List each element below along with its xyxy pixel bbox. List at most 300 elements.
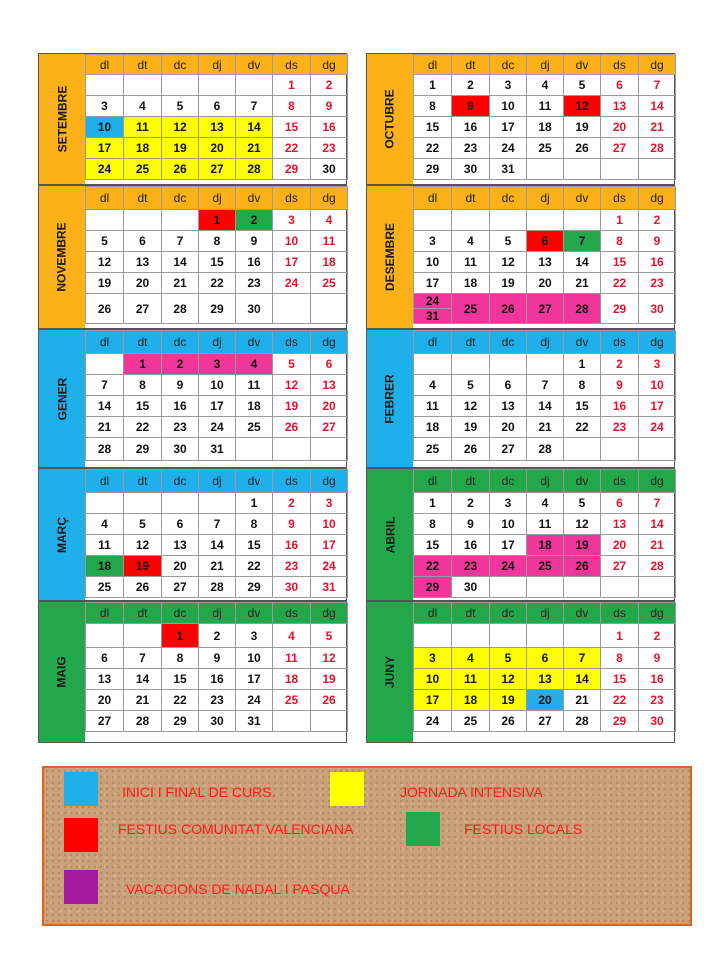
week-row	[414, 96, 676, 117]
month-name-band	[39, 186, 85, 328]
day-cell: 22	[564, 417, 601, 438]
week-row	[86, 210, 348, 231]
month-name-band	[367, 54, 413, 184]
day-cell: 19	[162, 138, 199, 159]
day-cell: 6	[601, 493, 639, 514]
day-cell: 27	[162, 577, 199, 598]
day-cell: 17	[490, 117, 527, 138]
day-cell: 18	[527, 117, 564, 138]
day-cell: 16	[639, 669, 676, 690]
day-cell: 2	[311, 75, 348, 96]
weekday-label: dj	[527, 470, 564, 493]
day-cell	[639, 159, 676, 180]
day-cell: 4	[452, 231, 490, 252]
day-cell: 21	[124, 690, 162, 711]
day-cell	[527, 210, 564, 231]
weekday-label: dl	[86, 55, 124, 75]
day-cell: 11	[527, 96, 564, 117]
week-row	[414, 669, 676, 690]
day-cell: 6	[86, 648, 124, 669]
day-cell: 19	[490, 273, 527, 294]
day-cell: 3	[490, 493, 527, 514]
weekday-label: dl	[86, 470, 124, 493]
day-cell: 30	[162, 438, 199, 461]
day-cell: 24	[414, 711, 452, 732]
week-row	[86, 294, 348, 324]
month-name-band	[39, 330, 85, 467]
day-cell	[86, 624, 124, 648]
month-name: SETEMBRE	[55, 85, 69, 153]
day-cell	[124, 493, 162, 514]
day-cell: 15	[414, 117, 452, 138]
day-cell: 7	[639, 75, 676, 96]
day-cell: 18	[86, 556, 124, 577]
week-row	[86, 75, 348, 96]
day-cell: 15	[414, 535, 452, 556]
day-cell: 10	[639, 375, 676, 396]
month-octubre	[366, 53, 675, 185]
month-setembre	[38, 53, 347, 185]
weekday-label: dc	[490, 187, 527, 210]
day-cell: 26	[564, 138, 601, 159]
day-cell: 31	[199, 438, 236, 461]
weekday-label: dt	[452, 603, 490, 624]
day-cell: 29	[414, 159, 452, 180]
day-cell: 15	[273, 117, 311, 138]
day-cell: 2	[601, 354, 639, 375]
day-cell: 1	[162, 624, 199, 648]
week-row	[414, 75, 676, 96]
day-cell: 6	[124, 231, 162, 252]
month-febrer	[366, 329, 675, 468]
day-cell: 4	[86, 514, 124, 535]
day-cell: 4	[414, 375, 452, 396]
day-cell: 22	[601, 273, 639, 294]
day-cell: 4	[527, 75, 564, 96]
weekday-label: dt	[452, 331, 490, 354]
day-cell: 29	[162, 711, 199, 732]
day-cell: 5	[490, 648, 527, 669]
day-cell	[490, 354, 527, 375]
day-cell: 6	[162, 514, 199, 535]
week-row	[414, 138, 676, 159]
week-row	[414, 375, 676, 396]
weekday-label: ds	[273, 470, 311, 493]
legend-label-regional-holidays: FESTIUS COMUNITAT VALENCIANA	[118, 821, 354, 837]
day-cell: 7	[236, 96, 273, 117]
day-cell: 1	[601, 210, 639, 231]
day-cell: 10	[414, 252, 452, 273]
day-cell	[564, 438, 601, 461]
day-cell: 10	[199, 375, 236, 396]
day-cell: 23	[311, 138, 348, 159]
day-cell: 23	[639, 273, 676, 294]
day-cell: 16	[601, 396, 639, 417]
day-cell: 7	[162, 231, 199, 252]
day-cell	[490, 624, 527, 648]
day-cell: 7	[564, 231, 601, 252]
day-cell: 27	[490, 438, 527, 461]
day-cell: 13	[199, 117, 236, 138]
weekday-label: dv	[236, 55, 273, 75]
day-cell: 4	[236, 354, 273, 375]
day-cell	[414, 294, 452, 324]
weekday-label: dl	[414, 603, 452, 624]
day-cell: 28	[639, 556, 676, 577]
day-cell: 20	[199, 138, 236, 159]
day-cell: 7	[639, 493, 676, 514]
day-cell: 13	[162, 535, 199, 556]
day-cell: 17	[236, 669, 273, 690]
day-cell	[452, 210, 490, 231]
legend-label-holidays: VACACIONS DE NADAL I PASQUA	[126, 881, 350, 897]
day-cell: 17	[414, 690, 452, 711]
day-cell: 1	[273, 75, 311, 96]
day-cell: 17	[199, 396, 236, 417]
day-cell: 1	[414, 75, 452, 96]
day-cell: 29	[414, 577, 452, 598]
day-cell: 10	[236, 648, 273, 669]
month-grid	[85, 330, 348, 461]
weekday-label: ds	[273, 55, 311, 75]
day-cell	[414, 210, 452, 231]
day-cell: 11	[124, 117, 162, 138]
day-cell	[414, 624, 452, 648]
day-cell	[236, 438, 273, 461]
day-cell: 30	[311, 159, 348, 180]
week-row	[86, 669, 348, 690]
weekday-label: ds	[273, 187, 311, 210]
day-cell: 31	[311, 577, 348, 598]
weekday-label: dj	[527, 331, 564, 354]
day-cell: 20	[527, 273, 564, 294]
legend-swatch-green	[406, 812, 440, 846]
day-cell	[527, 159, 564, 180]
day-cell	[452, 624, 490, 648]
weekday-label: dl	[414, 55, 452, 75]
weekday-label: dg	[311, 603, 348, 624]
day-cell: 11	[527, 514, 564, 535]
day-cell	[564, 577, 601, 598]
day-cell: 25	[86, 577, 124, 598]
weekday-label: dv	[236, 187, 273, 210]
day-cell: 13	[527, 252, 564, 273]
weekday-label: dv	[564, 603, 601, 624]
day-cell: 8	[273, 96, 311, 117]
day-cell: 22	[236, 556, 273, 577]
day-cell: 12	[564, 514, 601, 535]
weekday-label: dg	[311, 187, 348, 210]
month-name-band	[367, 186, 413, 328]
day-cell: 18	[311, 252, 348, 273]
weekday-label: dc	[162, 470, 199, 493]
day-cell	[86, 210, 124, 231]
month-name-band	[367, 602, 413, 742]
day-cell: 29	[199, 294, 236, 324]
day-cell	[564, 159, 601, 180]
month-name: DESEMBRE	[383, 222, 398, 292]
legend-label-local-holidays: FESTIUS LOCALS	[464, 821, 583, 837]
day-cell: 14	[527, 396, 564, 417]
weekday-label: dc	[162, 187, 199, 210]
day-cell: 10	[86, 117, 124, 138]
day-cell: 9	[273, 514, 311, 535]
day-cell: 3	[639, 354, 676, 375]
month-name: MARÇ	[55, 516, 69, 553]
weekday-label: ds	[601, 55, 639, 75]
day-cell	[639, 438, 676, 461]
day-cell: 23	[601, 417, 639, 438]
day-cell: 27	[601, 138, 639, 159]
day-cell: 23	[273, 556, 311, 577]
day-cell: 13	[490, 396, 527, 417]
day-cell: 17	[311, 535, 348, 556]
weekday-label: ds	[601, 187, 639, 210]
day-cell: 23	[162, 417, 199, 438]
weekday-label: dv	[564, 55, 601, 75]
weekday-label: dj	[199, 470, 236, 493]
week-row	[414, 354, 676, 375]
day-cell: 11	[414, 396, 452, 417]
day-cell: 19	[311, 669, 348, 690]
legend-swatch-yellow	[330, 772, 364, 806]
day-cell	[527, 577, 564, 598]
day-cell: 10	[311, 514, 348, 535]
day-cell: 30	[452, 577, 490, 598]
month-grid	[413, 54, 676, 180]
day-cell: 27	[601, 556, 639, 577]
day-cell: 12	[452, 396, 490, 417]
day-cell	[236, 75, 273, 96]
day-cell: 19	[124, 556, 162, 577]
day-cell	[124, 210, 162, 231]
week-row	[86, 624, 348, 648]
day-cell: 28	[639, 138, 676, 159]
weekday-label: dj	[199, 603, 236, 624]
day-number: 31	[425, 309, 440, 323]
legend-swatch-purple	[64, 870, 98, 904]
day-cell: 9	[452, 514, 490, 535]
week-row	[414, 556, 676, 577]
day-cell: 1	[414, 493, 452, 514]
day-cell: 14	[199, 535, 236, 556]
week-row	[86, 535, 348, 556]
weekday-label: dj	[199, 331, 236, 354]
day-cell: 5	[124, 514, 162, 535]
day-cell: 9	[452, 96, 490, 117]
day-cell: 24	[86, 159, 124, 180]
week-row	[414, 294, 676, 324]
month-name: OCTUBRE	[383, 89, 397, 149]
day-cell: 25	[527, 556, 564, 577]
weekday-label: dl	[414, 331, 452, 354]
weekday-label: dj	[199, 187, 236, 210]
day-cell	[162, 210, 199, 231]
day-cell: 18	[124, 138, 162, 159]
day-cell: 5	[564, 75, 601, 96]
month-name-band	[39, 54, 85, 184]
day-cell: 23	[452, 556, 490, 577]
day-cell: 20	[601, 117, 639, 138]
weekday-label: dt	[452, 187, 490, 210]
day-cell: 18	[527, 535, 564, 556]
day-cell	[86, 493, 124, 514]
day-cell: 26	[124, 577, 162, 598]
day-cell: 16	[452, 117, 490, 138]
day-cell: 6	[527, 231, 564, 252]
day-cell: 19	[564, 117, 601, 138]
day-cell: 5	[490, 231, 527, 252]
day-cell	[527, 624, 564, 648]
day-cell: 12	[124, 535, 162, 556]
day-cell: 29	[273, 159, 311, 180]
day-cell: 16	[311, 117, 348, 138]
day-cell: 16	[199, 669, 236, 690]
day-cell: 28	[236, 159, 273, 180]
day-cell: 12	[564, 96, 601, 117]
day-cell: 12	[273, 375, 311, 396]
legend-swatch-red	[64, 818, 98, 852]
day-cell: 18	[414, 417, 452, 438]
day-cell: 30	[639, 294, 676, 324]
legend-label-intensive: JORNADA INTENSIVA	[400, 784, 543, 800]
day-cell: 12	[86, 252, 124, 273]
day-cell: 25	[527, 138, 564, 159]
week-row	[86, 690, 348, 711]
weekday-label: dg	[639, 55, 676, 75]
week-row	[86, 648, 348, 669]
day-cell: 9	[236, 231, 273, 252]
day-cell	[601, 577, 639, 598]
week-row	[414, 438, 676, 461]
weekday-label: dc	[490, 55, 527, 75]
week-row	[414, 210, 676, 231]
day-cell: 17	[414, 273, 452, 294]
day-cell: 20	[124, 273, 162, 294]
weekday-label: dg	[639, 603, 676, 624]
month-name: ABRIL	[382, 516, 397, 553]
day-cell	[124, 624, 162, 648]
day-cell: 20	[601, 535, 639, 556]
day-cell: 20	[527, 690, 564, 711]
day-cell: 25	[311, 273, 348, 294]
day-cell: 22	[601, 690, 639, 711]
weekday-header	[86, 470, 348, 493]
day-cell: 1	[199, 210, 236, 231]
day-cell: 16	[162, 396, 199, 417]
weekday-label: dt	[452, 55, 490, 75]
month-name: FEBRER	[383, 373, 397, 424]
day-cell	[527, 354, 564, 375]
month-abril	[366, 468, 675, 601]
month-name: MAIG	[55, 656, 69, 688]
week-row	[86, 493, 348, 514]
day-cell: 24	[490, 138, 527, 159]
weekday-label: ds	[273, 331, 311, 354]
day-cell: 11	[311, 231, 348, 252]
day-cell: 23	[639, 690, 676, 711]
day-cell: 4	[527, 493, 564, 514]
day-cell: 14	[564, 669, 601, 690]
day-cell: 8	[236, 514, 273, 535]
week-row	[86, 417, 348, 438]
day-cell: 19	[490, 690, 527, 711]
weekday-label: dc	[490, 603, 527, 624]
weekday-label: dt	[124, 331, 162, 354]
weekday-label: dl	[414, 470, 452, 493]
weekday-header	[414, 470, 676, 493]
day-cell: 4	[452, 648, 490, 669]
day-cell	[273, 294, 311, 324]
month-novembre	[38, 185, 347, 329]
day-cell: 25	[124, 159, 162, 180]
day-cell	[199, 493, 236, 514]
day-cell: 3	[490, 75, 527, 96]
week-row	[86, 711, 348, 732]
week-row	[414, 396, 676, 417]
day-cell: 12	[490, 669, 527, 690]
day-cell	[311, 294, 348, 324]
weekday-label: dj	[527, 55, 564, 75]
day-cell: 15	[601, 669, 639, 690]
weekday-label: dt	[124, 470, 162, 493]
day-cell	[162, 493, 199, 514]
day-cell: 28	[124, 711, 162, 732]
day-cell: 4	[311, 210, 348, 231]
week-row	[86, 273, 348, 294]
weekday-label: dl	[86, 603, 124, 624]
day-cell: 17	[639, 396, 676, 417]
day-cell: 25	[273, 690, 311, 711]
week-row	[414, 417, 676, 438]
day-cell: 20	[86, 690, 124, 711]
weekday-label: dc	[162, 331, 199, 354]
month-name: NOVEMBRE	[55, 222, 69, 292]
day-cell: 2	[639, 624, 676, 648]
day-cell: 23	[199, 690, 236, 711]
day-cell: 11	[452, 669, 490, 690]
day-cell: 28	[564, 711, 601, 732]
month-juny	[366, 601, 675, 743]
day-cell: 28	[199, 577, 236, 598]
day-cell: 14	[124, 669, 162, 690]
weekday-label: dl	[414, 187, 452, 210]
week-row	[86, 556, 348, 577]
day-cell: 29	[236, 577, 273, 598]
day-cell: 21	[639, 117, 676, 138]
day-cell: 27	[527, 294, 564, 324]
day-cell: 13	[86, 669, 124, 690]
day-cell: 19	[273, 396, 311, 417]
week-row	[86, 231, 348, 252]
day-cell: 19	[564, 535, 601, 556]
day-cell: 21	[162, 273, 199, 294]
day-cell: 23	[452, 138, 490, 159]
day-cell: 1	[236, 493, 273, 514]
day-cell	[199, 75, 236, 96]
day-cell: 3	[236, 624, 273, 648]
day-cell: 21	[86, 417, 124, 438]
month-grid	[85, 54, 348, 180]
weekday-header	[86, 187, 348, 210]
day-cell: 26	[452, 438, 490, 461]
day-cell: 12	[162, 117, 199, 138]
day-cell: 11	[236, 375, 273, 396]
day-cell: 26	[311, 690, 348, 711]
week-row	[414, 535, 676, 556]
day-cell: 23	[236, 273, 273, 294]
day-cell: 25	[236, 417, 273, 438]
